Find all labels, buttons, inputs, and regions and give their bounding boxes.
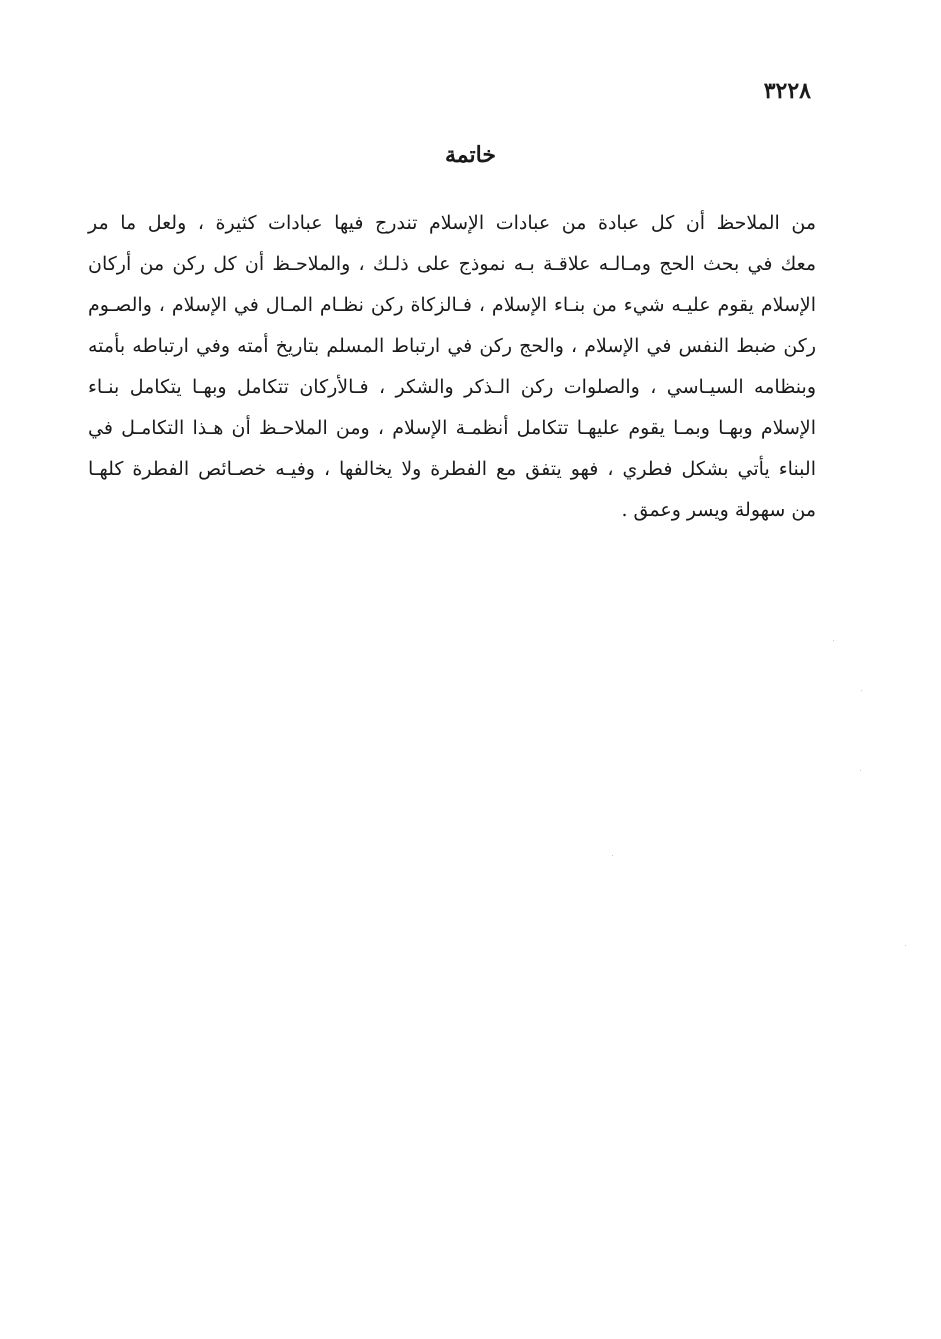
paragraph-line: الإسلام وبهـا وبمـا يقوم عليهـا تتكامل أنظمـة الإسلام ، ومن الملاحـظ أن هـذا التكامـل في — [88, 417, 816, 439]
scan-speck — [860, 770, 861, 771]
chapter-title: خاتمة — [445, 142, 496, 168]
scan-speck — [833, 640, 834, 641]
scan-speck — [905, 945, 906, 946]
paragraph-line: من الملاحظ أن كل عبادة من عبادات الإسلام تندرج فيها عبادات كثيرة ، ولعل ما مر — [88, 212, 816, 234]
paragraph-line: ركن ضبط النفس في الإسلام ، والحج ركن في ارتباط المسلم بتاريخ أمته وفي ارتباطه بأمته — [88, 335, 816, 357]
paragraph-line: وبنظامه السيـاسي ، والصلوات ركن الـذكر والشكر ، فـالأركان تتكامل وبهـا يتكامل بنـاء — [88, 376, 816, 398]
paragraph-line: من سهولة ويسر وعمق . — [621, 499, 816, 521]
paragraph-line: البناء يأتي بشكل فطري ، فهو يتفق مع الفطرة ولا يخالفها ، وفيـه خصـائص الفطرة كلهـا — [88, 458, 816, 480]
body-paragraph — [88, 203, 816, 531]
page-number: ٣٢٢٨ — [763, 78, 811, 104]
scan-speck — [861, 690, 862, 691]
scan-speck — [612, 855, 613, 856]
paragraph-line: معك في بحث الحج ومـالـه علاقـة بـه نموذج على ذلـك ، والملاحـظ أن كل ركن من أركان — [88, 253, 816, 275]
paragraph-line: الإسلام يقوم عليـه شيء من بنـاء الإسلام ، فـالزكاة ركن نظـام المـال في الإسلام ، والصـوم — [88, 294, 816, 316]
